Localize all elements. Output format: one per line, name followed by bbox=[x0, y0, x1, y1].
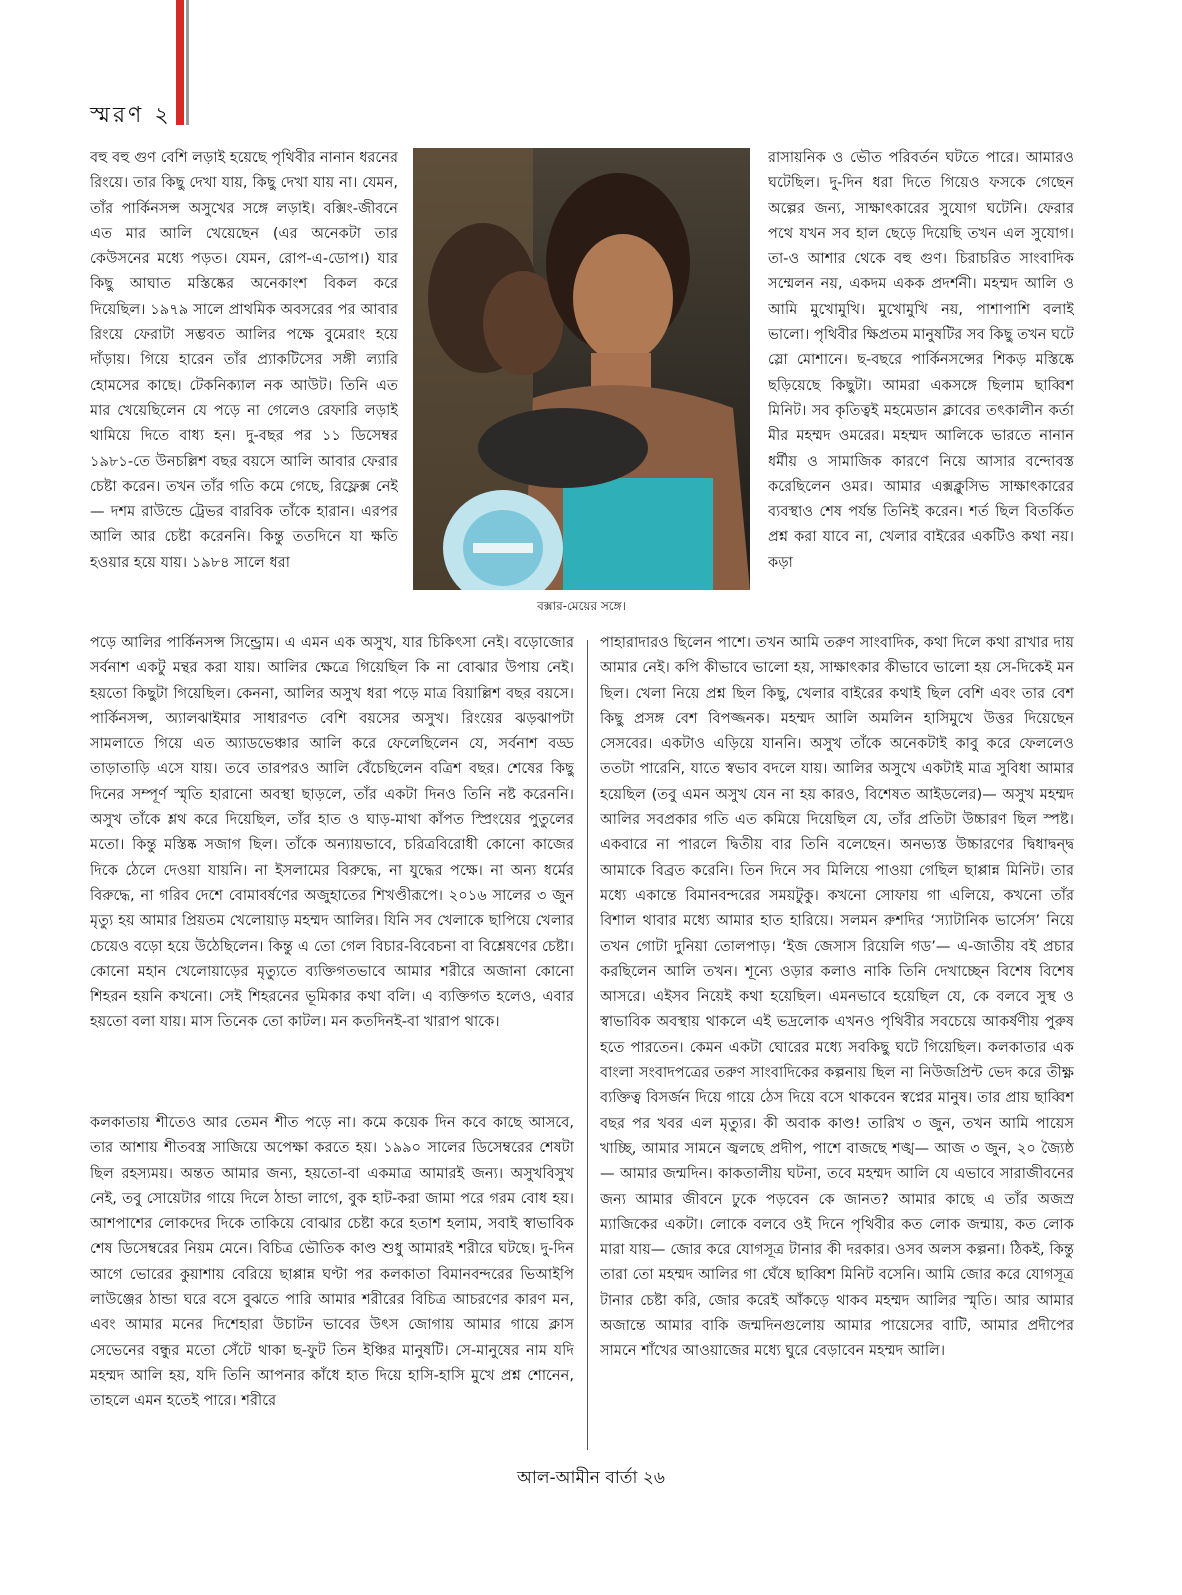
article-column-1-middle: পড়ে আলির পার্কিনসন্স সিন্ড্রোম। এ এমন এক অসুখ, যার চিকিৎসা নেই। বড়োজোর সর্বনাশ একটু মন্থর করা যায়। আলির ক্ষেত্রে গিয়েছিল কি না বোঝার উপায় নেই। হয়তো কিছুটা গিয়েছিল। কেননা, আলির অসুখ ধরা পড়ে মাত্র বিয়াল্লিশ বছর বয়সে। পার্কিনসন্স, অ্যালঝাইমার সাধারণত বেশি বয়সের অসুখ। রিংয়ের ঝড়ঝাপটা সামলাতে গিয়ে এত অ্যাডভেঞ্চার আলি করে ফেলেছিলেন যে, সর্বনাশ বড্ড তাড়াতাড়ি এসে যায়। তবে তারপরও আলি বেঁচেছিলেন বত্রিশ বছর। শেষের কিছু দিনের সম্পূর্ণ স্মৃতি হারানো অবস্থা ছাড়লে, তাঁর একটা দিনও তিনি নষ্ট করেননি। অসুখ তাঁকে শ্লথ করে দিয়েছিল, তাঁর হাত ও ঘাড়-মাথা কাঁপত স্প্রিংয়ের পুতুলের মতো। কিন্তু মস্তিষ্ক সজাগ ছিল। তাঁকে অন্যায়ভাবে, চরিত্রবিরোধী কোনো কাজের দিকে ঠেলে দেওয়া যায়নি। না ইসলামের বিরুদ্ধে, না যুদ্ধের পক্ষে। না অন্য ধর্মের বিরুদ্ধে, না গরিব দেশে বোমাবর্ষণের অজুহাতের শিখণ্ডীরূপে। ২০১৬ সালের ৩ জুন মৃত্যু হয় আমার প্রিয়তম খেলোয়াড় মহম্মদ আলির। যিনি সব খেলাকে ছাপিয়ে খেলার চেয়েও বড়ো হয়ে উঠেছিলেন। কিন্তু এ তো গেল বিচার-বিবেচনা বা বিশ্লেষণের চেষ্টা। কোনো মহান খেলোয়াড়ের মৃত্যুতে ব্যক্তিগতভাবে আমার শরীরে অজানা কোনো শিহরন হয়নি কখনো। সেই শিহরনের ভূমিকার কথা বলি। এ ব্যক্তিগত হলেও, এবার হয়তো বলা যায়। মাস তিনেক তো কাটল। মন কতদিনই-বা খারাপ থাকে। bbox=[90, 634, 574, 1031]
photo-caption: বক্সার-মেয়ের সঙ্গে। bbox=[537, 599, 626, 613]
column-divider bbox=[587, 640, 588, 1450]
article-column-right-top: রাসায়নিক ও ভৌত পরিবর্তন ঘটতে পারে। আমারও ঘটেছিল। দু-দিন ধরা দিতে গিয়েও ফসকে গেছেন অল্পের জন্য, সাক্ষাৎকারের সুযোগ ঘটেনি। ফেরার পথে যখন সব হাল ছেড়ে দিয়েছি তখন এল সুযোগ। তা-ও আশার থেকে বহু গুণ। চিরাচরিত সাংবাদিক সম্মেলন নয়, একদম একক প্রদর্শনী। মহম্মদ আলি ও আমি মুখোমুখি। মুখোমুখি নয়, পাশাপাশি বলাই ভালো। পৃথিবীর ক্ষিপ্রতম মানুষটির সব কিছু তখন ঘটে স্লো মোশানে। ছ-বছরে পার্কিনসন্সের শিকড় মস্তিষ্কে ছড়িয়েছে কিছুটা। আমরা একসঙ্গে ছিলাম ছাব্বিশ মিনিট। সব কৃতিত্বই মহমেডান ক্লাবের তৎকালীন কর্তা মীর মহম্মদ ওমরের। মহম্মদ আলিকে ভারতে নানান ধর্মীয় ও সামাজিক কারণে নিয়ে আসার বন্দোবস্ত করেছিলেন ওমর। আমার এক্সক্লুসিভ সাক্ষাৎকারের ব্যবস্থাও শেষ পর্যন্ত তিনিই করেন। শর্ত ছিল বিতর্কিত প্রশ্ন করা যাবে না, খেলার বাইরের একটিও কথা নয়। কড়া bbox=[768, 149, 1074, 571]
boxer-photo-illustration bbox=[413, 148, 750, 590]
red-accent-bar bbox=[176, 0, 184, 125]
article-photo bbox=[413, 148, 750, 590]
section-label: স্মরণ ২ bbox=[90, 103, 172, 128]
article-column-1-bottom: কলকাতায় শীতেও আর তেমন শীত পড়ে না। কমে কয়েক দিন কবে কাছে আসবে, তার আশায় শীতবস্ত্র সাজিয়ে অপেক্ষা করতে হয়। ১৯৯০ সালের ডিসেম্বরের শেষটা ছিল রহস্যময়। অন্তত আমার জন্য, হয়তো-বা একমাত্র আমারই জন্য। অসুখবিসুখ নেই, তবু সোয়েটার গায়ে দিলে ঠান্ডা লাগে, বুক হাট-করা জামা পরে গরম বোধ হয়। আশপাশের লোকদের দিকে তাকিয়ে বোঝার চেষ্টা করে হতাশ হলাম, সবাই স্বাভাবিক শেষ ডিসেম্বরের নিয়ম মেনে। বিচিত্র ভৌতিক কাণ্ড শুধু আমারই শরীরে ঘটছে। দু-দিন আগে ভোরের কুয়াশায় বেরিয়ে ছাপ্পান্ন ঘণ্টা পর কলকাতা বিমানবন্দরের ভিআইপি লাউঞ্জের ঠান্ডা ঘরে বসে বুঝতে পারি আমার শরীরের বিচিত্র আচরণের কারণ মন, এবং আমার মনের দিশেহারা উচাটন ভাবের উৎস জোগায় আমার গায়ে ক্লাস সেভেনের বন্ধুর মতো সেঁটে থাকা ছ-ফুট তিন ইঞ্চির মানুষটি। সে-মানুষের নাম যদি মহম্মদ আলি হয়, যদি তিনি আপনার কাঁধে হাত দিয়ে হাসি-হাসি মুখে প্রশ্ন শোনেন, তাহলে এমন হতেই পারে। শরীরে bbox=[90, 1114, 574, 1410]
gray-accent-bar bbox=[186, 0, 189, 125]
article-column-2-bottom: পাহারাদারও ছিলেন পাশে। তখন আমি তরুণ সাংবাদিক, কথা দিলে কথা রাখার দায় আমার নেই। কপি কীভাবে ভালো হয়, সাক্ষাৎকার কীভাবে ভালো হয় সে-দিকেই মন ছিল। খেলা নিয়ে প্রশ্ন ছিল কিছু, খেলার বাইরের কথাই ছিল বেশি এবং তার বেশ কিছু প্রসঙ্গ বেশ বিপজ্জনক। মহম্মদ আলি অমলিন হাসিমুখে উত্তর দিয়েছেন সেসবের। একটাও এড়িয়ে যাননি। অসুখ তাঁকে অনেকটাই কাবু করে ফেললেও ততটা পারেনি, যাতে স্বভাব বদলে যায়। আলির অসুখে একটাই মাত্র সুবিধা আমার হয়েছিল (তবু এমন অসুখ যেন না হয় কারও, বিশেষত আইডলের)— অসুখ মহম্মদ আলির সবপ্রকার গতি এত কমিয়ে দিয়েছিল যে, তাঁর প্রতিটা উচ্চারণ ছিল স্পষ্ট। একবারে না পারলে দ্বিতীয় বার তিনি বলেছেন। অনভ্যস্ত উচ্চারণের দ্বিধাদ্বন্দ্ব আমাকে বিব্রত করেনি। তিন দিনে সব মিলিয়ে পাওয়া গেছিল ছাপ্পান্ন মিনিট। তার মধ্যে একান্তে বিমানবন্দরের সময়টুকু। কখনো সোফায় গা এলিয়ে, কখনো তাঁর বিশাল থাবার মধ্যে আমার হাত হারিয়ে। সলমন রুশদির ‘স্যাটানিক ভার্সেস’ নিয়ে তখন গোটা দুনিয়া তোলপাড়। ‘ইজ জেসাস রিয়েলি গড’— এ-জাতীয় বই প্রচার করছিলেন আলি তখন। শূন্যে ওড়ার কলাও নাকি তিনি দেখাচ্ছেন বিশেষ বিশেষ আসরে। এইসব নিয়েই কথা হয়েছিল। এমনভাবে হয়েছিল যে, কে বলবে সুস্থ ও স্বাভাবিক অবস্থায় থাকলে এই ভদ্রলোক এখনও পৃথিবীর সবচেয়ে আকর্ষণীয় পুরুষ হতে পারতেন। কেমন একটা ঘোরের মধ্যে সবকিছু ঘটে গিয়েছিল। কলকাতার এক বাংলা সংবাদপত্রের তরুণ সাংবাদিকের কল্পনায় ছিল না নিউজপ্রিন্ট ভেদ করে তীক্ষ্ণ ব্যক্তিত্ব বিসর্জন দিয়ে গায়ে ঠেস দিয়ে বসে থাকবেন স্বপ্নের মানুষ। তার প্রায় ছাব্বিশ বছর পর খবর এল মৃত্যুর। কী অবাক কাণ্ড! তারিখ ৩ জুন, তখন আমি পায়েস খাচ্ছি, আমার সামনে জ্বলছে প্রদীপ, পাশে বাজছে শঙ্খ— আজ ৩ জুন, ২০ জ্যৈষ্ঠ— আমার জন্মদিন। কাকতালীয় ঘটনা, তবে মহম্মদ আলি যে এভাবে সারাজীবনের জন্য আমার জীবনে ঢুকে পড়বেন কে জানত? আমার কাছে এ তাঁর অজস্র ম্যাজিকের একটা। লোকে বলবে ওই দিনে পৃথিবীর কত লোক জন্মায়, কত লোক মারা যায়— জোর করে যোগসূত্র টানার কী দরকার। ওসব অলস কল্পনা। ঠিকই, কিন্তু তারা তো মহম্মদ আলির গা ঘেঁষে ছাব্বিশ মিনিট বসেনি। আমি জোর করে যোগসূত্র টানার চেষ্টা করি, জোর করেই আঁকড়ে থাকব মহম্মদ আলির স্মৃতি। আর আমার অজান্তে আমার বাকি জন্মদিনগুলোয় আমার পায়েসের বাটি, আমার প্রদীপের সামনে শাঁখের আওয়াজের মধ্যে ঘুরে বেড়াবেন মহম্মদ আলি। bbox=[600, 634, 1074, 1360]
page-footer: আল-আমীন বার্তা ২৬ bbox=[517, 1468, 665, 1488]
article-column-1-top: বহু বহু গুণ বেশি লড়াই হয়েছে পৃথিবীর নানান ধরনের রিংয়ে। তার কিছু দেখা যায়, কিছু দেখা যায় না। যেমন, তাঁর পার্কিনসন্স অসুখের সঙ্গে লড়াই। বক্সিং-জীবনে এত মার আলি খেয়েছেন (এর অনেকটা তার কেউসনের মধ্যে পড়ত। যেমন, রোপ-এ-ডোপ।) যার কিছু আঘাত মস্তিষ্কের অনেকাংশ বিকল করে দিয়েছিল। ১৯৭৯ সালে প্রাথমিক অবসরের পর আবার রিংয়ে ফেরাটা সম্ভবত আলির পক্ষে বুমেরাং হয়ে দাঁড়ায়। গিয়ে হারেন তাঁর প্র্যাকটিসের সঙ্গী ল্যারি হোমসের কাছে। টেকনিক্যাল নক আউট। তিনি এত মার খেয়েছিলেন যে পড়ে না গেলেও রেফারি লড়াই থামিয়ে দিতে বাধ্য হন। দু-বছর পর ১১ ডিসেম্বর ১৯৮১-তে উনচল্লিশ বছর বয়সে আলি আবার ফেরার চেষ্টা করেন। তখন তাঁর গতি কমে গেছে, রিফ্লেক্স নেই— দশম রাউন্ডে ট্রেভর বারবিক তাঁকে হারান। এরপর আলি আর চেষ্টা করেননি। কিন্তু ততদিনে যা ক্ষতি হওয়ার হয়ে যায়। ১৯৮৪ সালে ধরা bbox=[90, 149, 398, 571]
